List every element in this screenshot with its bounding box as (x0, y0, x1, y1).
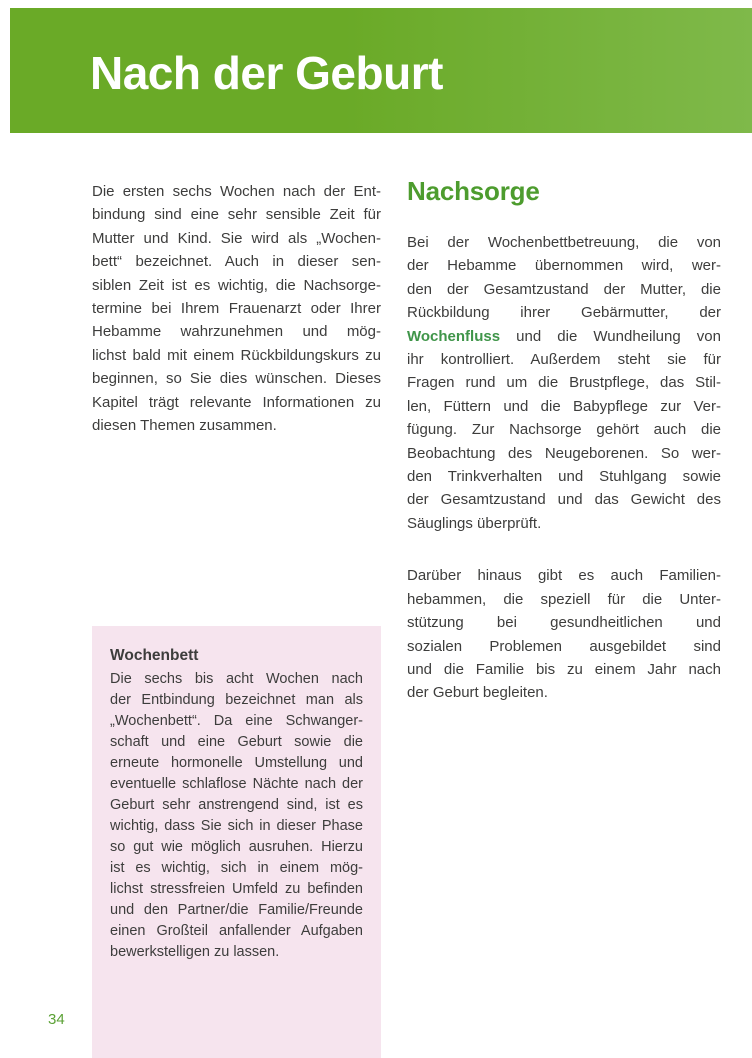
chapter-header-band (10, 8, 752, 133)
nachsorge-paragraph-1: Bei der Wochenbettbetreuung, die von der Hebamme übernommen wird, wer- den der Gesamtzustand der Mutter, die Rückbildung ihrer Gebärmutter, der Wochenfluss und die Wundheilung von ihr kontrolliert. Außerdem steht sie für Fragen rund um die Brustpflege, das Stil- len, Füttern und die Babypflege zur Ver- fügung. Zur Nachsorge gehört auch die Beobachtung des Neugeborenen. So wer- den Trinkverhalten und Stuhlgang sowie der Gesamtzustand und das Gewicht des Säuglings überprüft. (407, 234, 721, 532)
nachsorge-paragraph-2: Darüber hinaus gibt es auch Familien- hebammen, die speziell für die Unter- stützung bei gesundheitlichen und sozialen Problemen ausgebildet sind und die Familie bis zu einem Jahr nach der Geburt begleiten. (407, 567, 721, 702)
page-number: 34 (48, 1011, 65, 1028)
info-box-paragraph: Die sechs bis acht Wochen nach der Entbindung bezeichnet man als „Wochenbett“. Da eine Schwanger- schaft und eine Geburt sowie die erneute hormonelle Umstellung und eventuelle schlaflose Nächte nach der Geburt sehr anstrengend sind, ist es wichtig, dass Sie sich in dieser Phase so gut wie möglich ausruhen. Hierzu ist es wichtig, sich in einem mög- lichst stressfreien Umfeld zu befinden und den Partner/die Familie/Freunde einen Großteil anfallender Aufgaben bewerkstelligen zu lassen. (110, 671, 363, 960)
nachsorge-section (407, 177, 721, 705)
section-heading-nachsorge: Nachsorge (407, 176, 540, 206)
info-box-heading: Wochenbett (110, 647, 199, 664)
wochenbett-info-box (92, 626, 381, 1058)
chapter-title: Nach der Geburt (90, 47, 443, 99)
intro-paragraph: Die ersten sechs Wochen nach der Ent- bindung sind eine sehr sensible Zeit für Mutter und Kind. Sie wird als „Wochen- bett“ bezeichnet. Auch in dieser sen- siblen Zeit ist es wichtig, die Nachsorge- termine bei Ihrem Frauenarzt oder Ihrer Hebamme wahrzunehmen und mög- lichst bald mit einem Rückbildungskurs zu beginnen, so Sie dies wünschen. Dieses Kapitel trägt relevante Informationen zu diesen Themen zusammen. (92, 183, 381, 435)
